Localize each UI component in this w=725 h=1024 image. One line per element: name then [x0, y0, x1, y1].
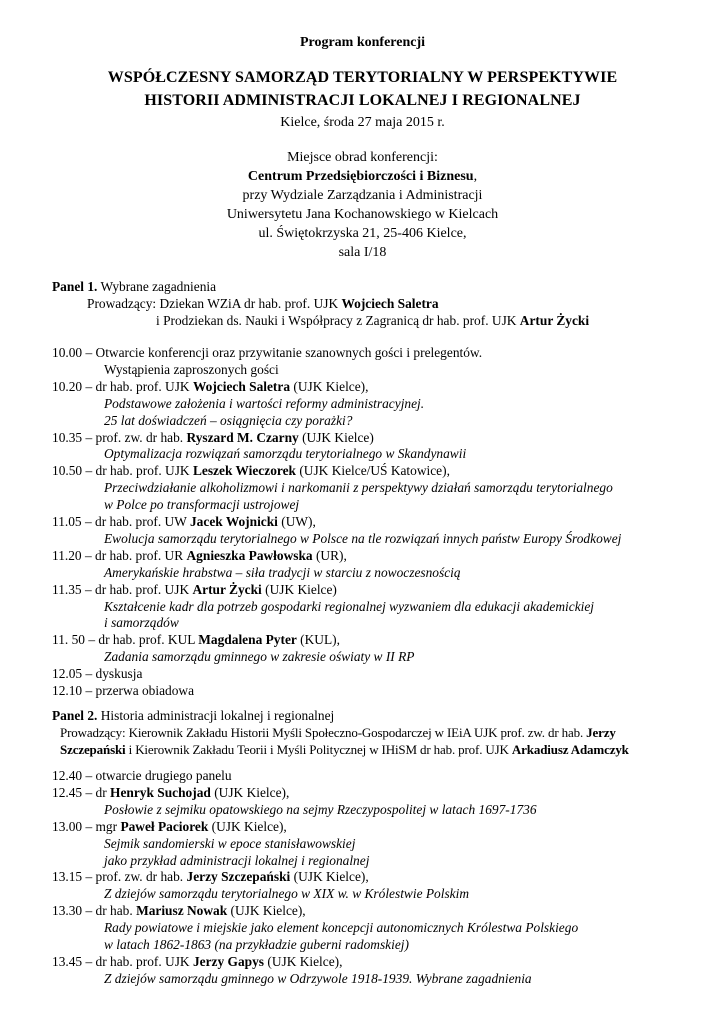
- venue-line-4: sala I/18: [338, 245, 387, 260]
- panel-2-moderator-1-name: Jerzy: [586, 725, 616, 740]
- speaker-name: Magdalena Pyter: [198, 632, 297, 648]
- talk-title: w Polce po transformacji ustrojowej: [104, 497, 300, 513]
- schedule-time: 13.30 – dr hab.: [52, 903, 137, 919]
- speaker-affiliation: (KUL),: [296, 632, 340, 648]
- panel-2-item: [52, 819, 287, 835]
- title-line-1: WSPÓŁCZESNY SAMORZĄD TERYTORIALNY W PERSPEKTYWIE: [107, 69, 618, 86]
- panel-1-label: Panel 1.: [52, 279, 98, 294]
- panel-2-title: Historia administracji lokalnej i regionalnej: [97, 708, 335, 723]
- talk-title: Ewolucja samorządu terytorialnego w Polsce na tle rozwiązań innych państw Europy Środkowej: [104, 530, 622, 546]
- talk-title: Amerykańskie hrabstwa – siła tradycji w starciu z nowoczesnością: [104, 564, 461, 580]
- schedule-time: 13.45 – dr hab. prof. UJK: [52, 953, 193, 969]
- speaker-affiliation: (UJK Kielce),: [290, 378, 369, 394]
- schedule-time: 13.00 – mgr: [52, 818, 121, 834]
- panel-1-title: Wybrane zagadnienia: [97, 279, 217, 294]
- schedule-time: 10.00 – Otwarcie konferencji oraz przywitanie szanownych gości i prelegentów.: [52, 345, 483, 360]
- speaker-affiliation: (UJK Kielce),: [227, 903, 306, 919]
- venue-name-line: [0, 168, 725, 185]
- panel-2-moderator-2-name2: Arkadiusz Adamczyk: [511, 742, 629, 757]
- panel-2-heading: [52, 708, 334, 724]
- speaker-affiliation: (UJK Kielce),: [208, 818, 287, 834]
- speaker-name: Mariusz Nowak: [136, 903, 228, 919]
- title-line-2: HISTORII ADMINISTRACJI LOKALNEJ I REGIONALNEJ: [144, 92, 581, 109]
- schedule-time: 12.10 – przerwa obiadowa: [52, 683, 195, 698]
- schedule-time: 11. 50 – dr hab. prof. KUL: [52, 632, 199, 648]
- panel-1-moderator-1: [87, 296, 439, 312]
- program-heading: Program konferencji: [299, 35, 426, 50]
- panel-2-item: [52, 768, 232, 784]
- talk-title: Z dziejów samorządu gminnego w Odrzywole 1918-1939. Wybrane zagadnienia: [104, 970, 532, 986]
- talk-title: jako przykład administracji lokalnej i regionalnej: [104, 852, 370, 868]
- talk-title: 25 lat doświadczeń – osiągnięcia czy porażki?: [104, 412, 353, 428]
- talk-title: Kształcenie kadr dla potrzeb gospodarki regionalnej wyzwaniem dla edukacji akademickiej: [104, 598, 595, 614]
- speaker-name: Jerzy Gapys: [192, 953, 265, 969]
- speaker-name: Agnieszka Pawłowska: [186, 547, 313, 563]
- panel-1-item: [52, 582, 337, 598]
- speaker-affiliation: (UR),: [312, 547, 347, 563]
- venue-name: Centrum Przedsiębiorczości i Biznesu: [247, 169, 474, 184]
- talk-title: Sejmik sandomierski w epoce stanisławowskiej: [104, 835, 356, 851]
- speaker-affiliation: (UJK Kielce): [298, 429, 374, 445]
- panel-2-item: [52, 903, 306, 919]
- talk-title: Rady powiatowe i miejskie jako element koncepcji autonomicznych Królestwa Polskiego: [104, 920, 579, 936]
- talk-title: Zadania samorządu gminnego w zakresie oświaty w II RP: [104, 649, 415, 665]
- speaker-name: Ryszard M. Czarny: [186, 429, 299, 445]
- conference-date: Kielce, środa 27 maja 2015 r.: [280, 115, 445, 130]
- schedule-time: 10.50 – dr hab. prof. UJK: [52, 463, 193, 479]
- schedule-time: 11.20 – dr hab. prof. UR: [52, 547, 187, 563]
- talk-title: Posłowie z sejmiku opatowskiego na sejmy Rzeczypospolitej w latach 1697-1736: [104, 801, 537, 817]
- panel-1-moderator-2: [156, 313, 589, 329]
- speaker-name: Paweł Paciorek: [120, 818, 209, 834]
- panel-1-item: [52, 548, 347, 564]
- schedule-time: 10.20 – dr hab. prof. UJK: [52, 378, 193, 394]
- panel-1-item: [52, 666, 142, 682]
- schedule-time: 12.05 – dyskusja: [52, 666, 143, 682]
- panel-1-moderator-2-name: Artur Życki: [519, 313, 590, 328]
- speaker-affiliation: (UW),: [277, 514, 316, 529]
- panel-2-item: [52, 869, 369, 885]
- panel-1-item: [52, 514, 316, 530]
- speaker-name: Artur Życki: [192, 581, 262, 597]
- talk-title: w latach 1862-1863 (na przykładzie guberni radomskiej): [104, 937, 409, 952]
- talk-title: Przeciwdziałanie alkoholizmowi i narkomanii z perspektywy działań samorządu terytorialnego: [104, 480, 613, 496]
- panel-2-moderator-2-text: i Kierownik Zakładu Teorii i Myśli Politycznej w IHiSM dr hab. prof. UJK: [125, 742, 512, 757]
- panel-1-item: [52, 632, 340, 648]
- speaker-name: Jerzy Szczepański: [186, 869, 291, 885]
- panel-1-item: [52, 683, 194, 699]
- schedule-time: 11.35 – dr hab. prof. UJK: [52, 581, 193, 597]
- panel-1-item: [52, 463, 450, 479]
- panel-1-item: [52, 345, 482, 361]
- talk-title: Optymalizacja rozwiązań samorządu terytorialnego w Skandynawii: [104, 446, 467, 462]
- panel-1-moderator-1-name: Wojciech Saletra: [341, 296, 439, 311]
- venue-label: Miejsce obrad konferencji:: [287, 150, 438, 165]
- schedule-time: 12.45 – dr: [52, 784, 111, 800]
- speaker-name: Jacek Wojnicki: [189, 514, 278, 529]
- schedule-time: 11.05 – dr hab. prof. UW: [52, 514, 190, 529]
- speaker-affiliation: (UJK Kielce): [261, 581, 337, 597]
- speaker-affiliation: (UJK Kielce),: [210, 784, 290, 800]
- schedule-time: 10.35 – prof. zw. dr hab.: [52, 429, 187, 445]
- panel-2-moderator-1-text: Prowadzący: Kierownik Zakładu Historii Myśli Społeczno-Gospodarczej w IEiA UJK prof. zw. dr hab.: [60, 725, 587, 740]
- panel-2-moderator-1: [60, 725, 616, 741]
- talk-title: i samorządów: [104, 615, 179, 631]
- speaker-affiliation: (UJK Kielce/UŚ Katowice),: [295, 463, 450, 479]
- talk-title: Podstawowe założenia i wartości reformy administracyjnej.: [104, 395, 425, 411]
- schedule-note: Wystąpienia zaproszonych gości: [104, 361, 279, 377]
- speaker-name: Wojciech Saletra: [192, 378, 291, 394]
- speaker-name: Henryk Suchojad: [110, 784, 211, 800]
- panel-1-moderator-1-text: Prowadzący: Dziekan WZiA dr hab. prof. UJK: [87, 296, 342, 311]
- panel-2-item: [52, 954, 342, 970]
- venue-line-2: Uniwersytetu Jana Kochanowskiego w Kielcach: [226, 207, 499, 222]
- panel-1-moderator-2-text: i Prodziekan ds. Nauki i Współpracy z Zagranicą dr hab. prof. UJK: [156, 313, 520, 328]
- panel-2-moderator-2-name: Szczepański: [60, 742, 126, 757]
- speaker-name: Leszek Wieczorek: [192, 463, 296, 479]
- venue-line-3: ul. Świętokrzyska 21, 25-406 Kielce,: [258, 226, 467, 241]
- schedule-time: 12.40 – otwarcie drugiego panelu: [52, 768, 232, 783]
- panel-2-item: [52, 785, 289, 801]
- speaker-affiliation: (UJK Kielce),: [264, 953, 343, 969]
- panel-1-item: [52, 379, 369, 395]
- speaker-affiliation: (UJK Kielce),: [290, 869, 369, 885]
- panel-2-label: Panel 2.: [52, 708, 98, 723]
- venue-name-suffix: ,: [473, 169, 478, 184]
- panel-2-moderator-2: [60, 742, 629, 758]
- schedule-time: 13.15 – prof. zw. dr hab.: [52, 869, 187, 885]
- panel-1-heading: [52, 279, 216, 295]
- panel-1-item: [52, 430, 374, 446]
- talk-title: Z dziejów samorządu terytorialnego w XIX w. w Królestwie Polskim: [104, 886, 470, 902]
- venue-line-1: przy Wydziale Zarządzania i Administracji: [242, 188, 483, 203]
